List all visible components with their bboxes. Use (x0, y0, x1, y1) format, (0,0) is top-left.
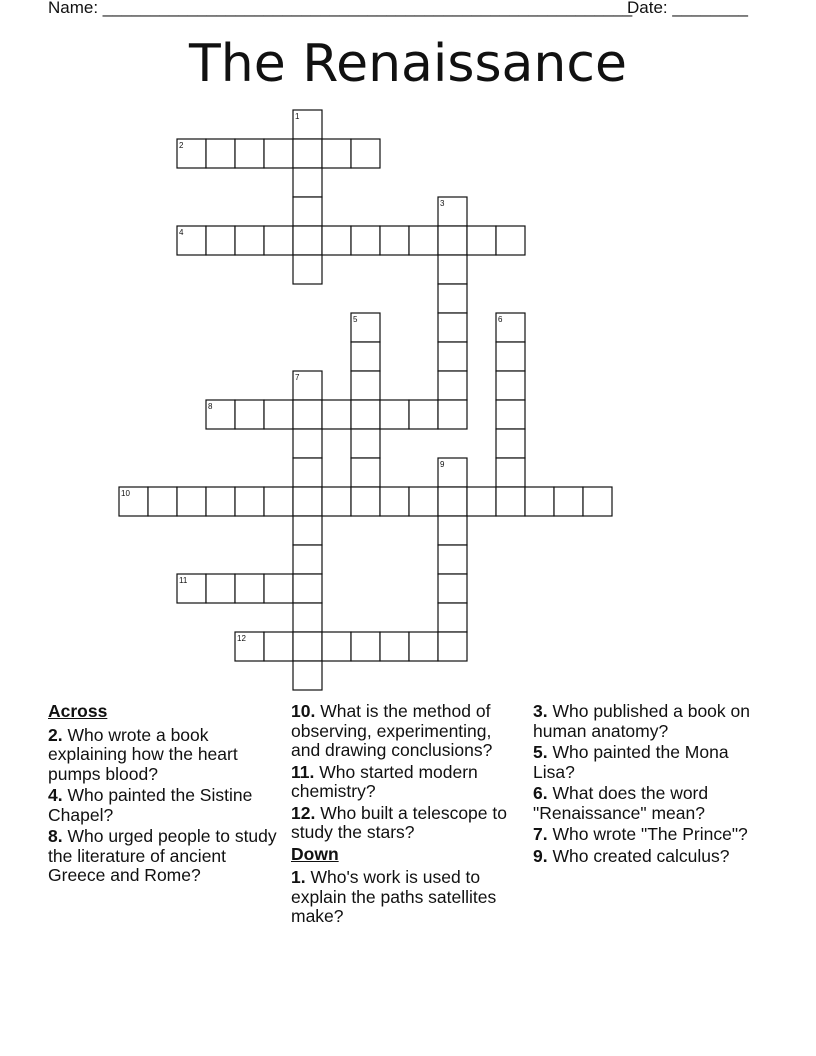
clue-number-label: 10 (121, 489, 130, 498)
grid-cell[interactable] (293, 429, 322, 458)
grid-cell[interactable] (380, 400, 409, 429)
grid-cell[interactable] (322, 632, 351, 661)
grid-cell[interactable] (235, 139, 264, 168)
grid-cell[interactable] (235, 574, 264, 603)
grid-cell[interactable] (554, 487, 583, 516)
page-title: The Renaissance (189, 34, 627, 94)
grid-cell[interactable] (438, 400, 467, 429)
clue-number: 1. (291, 867, 306, 887)
grid-cell[interactable] (351, 139, 380, 168)
clues-column-3 (533, 702, 773, 868)
clue-number-label: 7 (295, 373, 300, 382)
clue-number-label: 9 (440, 460, 445, 469)
grid-cell[interactable] (322, 226, 351, 255)
grid-cell[interactable] (583, 487, 612, 516)
clue-text: Who painted the Sistine Chapel? (48, 785, 253, 825)
grid-cell[interactable] (438, 545, 467, 574)
grid-cell[interactable] (496, 429, 525, 458)
grid-cell[interactable] (496, 342, 525, 371)
clue-number: 10. (291, 701, 316, 721)
clue-number: 9. (533, 845, 548, 866)
clue-text: Who wrote a book explaining how the heart pumps blood? (48, 724, 238, 784)
grid-cell[interactable] (293, 255, 322, 284)
grid-cell[interactable] (409, 632, 438, 661)
clues-column-1 (48, 702, 280, 888)
grid-cell[interactable] (380, 487, 409, 516)
clue-number: 5. (533, 742, 548, 762)
clue-down-6 (533, 784, 773, 823)
grid-cell[interactable] (438, 226, 467, 255)
clue-number: 3. (533, 701, 548, 721)
grid-cell[interactable] (351, 371, 380, 400)
grid-cell[interactable] (351, 429, 380, 458)
clue-number: 8. (48, 826, 63, 846)
clue-text: Who created calculus? (552, 845, 730, 866)
grid-cell[interactable] (293, 168, 322, 197)
grid-cell[interactable] (235, 226, 264, 255)
grid-cell[interactable] (351, 487, 380, 516)
grid-cell[interactable] (293, 226, 322, 255)
grid-cell[interactable] (293, 487, 322, 516)
clue-text: Who built a telescope to study the stars? (291, 802, 507, 842)
grid-cell[interactable] (351, 342, 380, 371)
clue-text: Who wrote "The Prince"? (552, 824, 748, 844)
clue-number-label: 6 (498, 315, 503, 324)
grid-cell[interactable] (322, 400, 351, 429)
grid-cell[interactable] (235, 400, 264, 429)
clue-text: Who painted the Mona Lisa? (533, 742, 729, 782)
clue-across-2 (48, 726, 280, 785)
clue-across-11 (291, 763, 523, 802)
grid-cell[interactable] (264, 400, 293, 429)
date-field-label: Date: ________ (627, 0, 748, 17)
grid-cell[interactable] (438, 284, 467, 313)
clue-number: 6. (533, 783, 548, 803)
grid-cell[interactable] (206, 226, 235, 255)
clue-text: What does the word "Renaissance" mean? (533, 783, 709, 823)
grid-cell[interactable] (293, 632, 322, 661)
clue-number-label: 1 (295, 112, 300, 121)
grid-cell[interactable] (438, 313, 467, 342)
grid-cell[interactable] (496, 400, 525, 429)
clue-text: Who started modern chemistry? (291, 761, 478, 801)
grid-cell[interactable] (380, 632, 409, 661)
clue-across-4 (48, 786, 280, 825)
grid-cell[interactable] (293, 139, 322, 168)
grid-cell[interactable] (496, 226, 525, 255)
grid-cell[interactable] (467, 487, 496, 516)
clue-number: 4. (48, 785, 63, 805)
clues-column-2 (291, 702, 523, 929)
clue-text: What is the method of observing, experimenting, and drawing conclusions? (291, 701, 493, 760)
grid-cell[interactable] (438, 574, 467, 603)
clue-across-12 (291, 804, 523, 843)
grid-cell[interactable] (264, 487, 293, 516)
grid-cell[interactable] (525, 487, 554, 516)
clue-number: 11. (291, 761, 315, 782)
grid-cell[interactable] (322, 487, 351, 516)
clue-down-9 (533, 847, 773, 867)
grid-cell[interactable] (264, 632, 293, 661)
grid-cell[interactable] (409, 400, 438, 429)
clue-number-label: 3 (440, 199, 445, 208)
grid-cell[interactable] (438, 255, 467, 284)
clue-number-label: 2 (179, 141, 184, 150)
grid-cell[interactable] (293, 400, 322, 429)
grid-cell[interactable] (409, 226, 438, 255)
grid-cell[interactable] (351, 632, 380, 661)
clue-number-label: 12 (237, 634, 246, 643)
grid-cell[interactable] (293, 545, 322, 574)
grid-cell[interactable] (293, 458, 322, 487)
grid-cell[interactable] (206, 139, 235, 168)
clue-number: 7. (533, 824, 548, 844)
grid-cell[interactable] (438, 632, 467, 661)
grid-cell[interactable] (496, 458, 525, 487)
grid-cell[interactable] (177, 487, 206, 516)
grid-cell[interactable] (438, 487, 467, 516)
grid-cell[interactable] (438, 516, 467, 545)
clue-down-5 (533, 743, 773, 782)
grid-cell[interactable] (496, 487, 525, 516)
grid-cell[interactable] (206, 487, 235, 516)
clue-number: 2. (48, 724, 63, 745)
clue-down-1 (291, 868, 523, 927)
grid-cell[interactable] (293, 574, 322, 603)
grid-cell[interactable] (409, 487, 438, 516)
across-heading: Across (48, 701, 108, 721)
clue-number-label: 4 (179, 228, 184, 237)
grid-cell[interactable] (322, 139, 351, 168)
grid-cell[interactable] (293, 197, 322, 226)
grid-cell[interactable] (293, 661, 322, 690)
grid-cell[interactable] (264, 139, 293, 168)
clue-number: 12. (291, 802, 316, 823)
grid-cell[interactable] (496, 371, 525, 400)
clue-across-8 (48, 827, 280, 886)
clue-text: Who published a book on human anatomy? (533, 701, 750, 741)
clue-text: Who urged people to study the literature of ancient Greece and Rome? (48, 826, 277, 885)
clue-across-10 (291, 702, 523, 761)
grid-cell[interactable] (351, 400, 380, 429)
down-heading: Down (291, 843, 339, 864)
grid-cell[interactable] (235, 487, 264, 516)
grid-cell[interactable] (293, 603, 322, 632)
grid-cell[interactable] (264, 574, 293, 603)
clue-number-label: 5 (353, 315, 358, 324)
grid-cell[interactable] (438, 371, 467, 400)
name-field-label: Name: ________________________________________________________ (48, 0, 633, 17)
grid-cell[interactable] (293, 516, 322, 545)
clue-text: Who's work is used to explain the paths satellites make? (291, 867, 497, 926)
grid-cell[interactable] (380, 226, 409, 255)
grid-cell[interactable] (351, 226, 380, 255)
grid-cell[interactable] (351, 458, 380, 487)
grid-cell[interactable] (438, 603, 467, 632)
grid-cell[interactable] (206, 574, 235, 603)
grid-cell[interactable] (467, 226, 496, 255)
clue-down-3 (533, 702, 773, 741)
clue-down-7 (533, 825, 773, 845)
grid-cell[interactable] (264, 226, 293, 255)
clue-number-label: 8 (208, 402, 213, 411)
grid-cell[interactable] (148, 487, 177, 516)
grid-cell[interactable] (438, 342, 467, 371)
clue-number-label: 11 (179, 576, 188, 585)
